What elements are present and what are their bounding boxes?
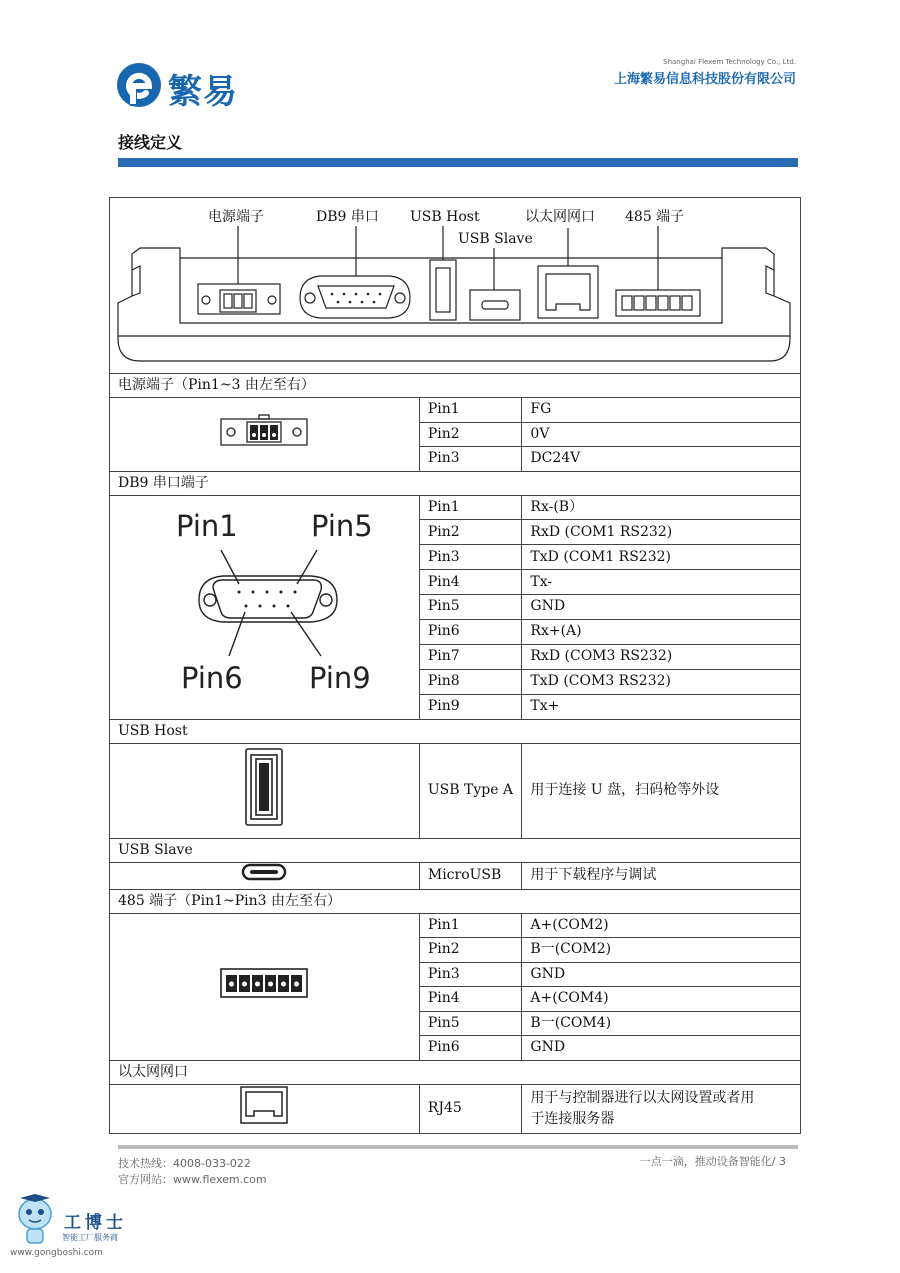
pin-desc: TxD (COM3 RS232) <box>522 669 801 694</box>
port-overview-diagram <box>110 198 801 374</box>
pin-desc: Tx+ <box>522 694 801 719</box>
pin-label: Pin1 <box>419 913 522 938</box>
table-row <box>110 862 801 889</box>
pin-label: Pin6 <box>419 619 522 644</box>
pin-label: Pin1 <box>419 398 522 423</box>
pin-label: Pin3 <box>419 545 522 570</box>
usb-slave-image <box>110 862 420 889</box>
db9-connector-image <box>110 495 420 719</box>
pin-desc: GND <box>522 595 801 620</box>
pin-desc: Rx+(A) <box>522 619 801 644</box>
power-connector-image <box>110 398 420 472</box>
label-usb-host: USB Host <box>410 209 480 225</box>
table-row <box>110 1084 801 1133</box>
pin-label: Pin1 <box>419 495 522 520</box>
pin-label: Pin2 <box>419 422 522 447</box>
usb-host-desc: 用于连接 U 盘，扫码枪等外设 <box>522 743 801 838</box>
device-bottom-view-icon <box>110 198 802 373</box>
power-section-title: 电源端子（Pin1~3 由左至右） <box>110 374 801 398</box>
rj45-icon <box>239 1085 289 1125</box>
pin-desc: B一(COM2) <box>522 938 801 963</box>
usb-host-type: USB Type A <box>419 743 522 838</box>
rs485-section-title: 485 端子（Pin1~Pin3 由左至右） <box>110 889 801 913</box>
pin-label: Pin7 <box>419 644 522 669</box>
company-english-name: Shanghai Flexem Technology Co., Ltd. <box>663 58 796 66</box>
header-divider <box>118 158 798 167</box>
table-row <box>110 913 801 938</box>
pin-desc: GND <box>522 962 801 987</box>
page-slogan: 一点一滴，推动设备智能化/ 3 <box>639 1155 786 1168</box>
pin-desc: DC24V <box>522 447 801 472</box>
pin-label: Pin3 <box>419 962 522 987</box>
flexem-logo-icon <box>116 62 164 108</box>
callout-pin9: Pin9 <box>308 660 371 695</box>
pin-label: Pin9 <box>419 694 522 719</box>
pin-desc: FG <box>522 398 801 423</box>
pin-label: Pin4 <box>419 570 522 595</box>
usb-host-image <box>110 743 420 838</box>
table-row <box>110 398 801 423</box>
pin-label: Pin5 <box>419 595 522 620</box>
tech-hotline: 技术热线：4008-033-022 <box>118 1157 251 1170</box>
ethernet-desc-line1: 用于与控制器进行以太网设置或者用 <box>530 1089 755 1106</box>
usb-host-section-title: USB Host <box>110 719 801 743</box>
label-usb-slave: USB Slave <box>458 231 533 247</box>
db9-pinout-icon <box>121 496 408 711</box>
pin-desc: A+(COM2) <box>522 913 801 938</box>
pin-desc: TxD (COM1 RS232) <box>522 545 801 570</box>
mascot-icon <box>10 1192 60 1248</box>
ethernet-section-title: 以太网网口 <box>110 1060 801 1084</box>
ethernet-desc <box>522 1084 801 1133</box>
pin-label: Pin8 <box>419 669 522 694</box>
pin-desc: A+(COM4) <box>522 987 801 1012</box>
pin-desc: 0V <box>522 422 801 447</box>
table-row <box>110 743 801 838</box>
rs485-terminal-icon <box>219 967 309 999</box>
section-title: 接线定义 <box>118 133 183 152</box>
watermark-tagline: 智能工厂服务商 <box>62 1233 118 1242</box>
pin-desc: B一(COM4) <box>522 1011 801 1036</box>
pin-desc: Rx-(B） <box>522 495 801 520</box>
callout-pin5: Pin5 <box>310 508 373 543</box>
pin-desc: RxD (COM1 RS232) <box>522 520 801 545</box>
pin-label: Pin2 <box>419 938 522 963</box>
official-website: 官方网站：www.flexem.com <box>118 1173 267 1186</box>
brand-name: 繁易 <box>168 72 238 112</box>
footer-divider <box>118 1145 798 1149</box>
pin-label: Pin5 <box>419 1011 522 1036</box>
watermark-name: 工博士 <box>64 1213 127 1233</box>
pin-label: Pin4 <box>419 987 522 1012</box>
power-terminal-icon <box>219 413 309 447</box>
pin-desc: Tx- <box>522 570 801 595</box>
table-row <box>110 495 801 520</box>
pin-desc: RxD (COM3 RS232) <box>522 644 801 669</box>
usb-slave-section-title: USB Slave <box>110 838 801 862</box>
pin-label: Pin6 <box>419 1036 522 1061</box>
label-power: 电源端子 <box>208 209 264 225</box>
ethernet-type: RJ45 <box>419 1084 522 1133</box>
rs485-connector-image <box>110 913 420 1060</box>
db9-section-title: DB9 串口端子 <box>110 471 801 495</box>
pin-label: Pin2 <box>419 520 522 545</box>
watermark-url: www.gongboshi.com <box>10 1248 103 1258</box>
usb-slave-type: MicroUSB <box>419 862 522 889</box>
pin-desc: GND <box>522 1036 801 1061</box>
pin-label: Pin3 <box>419 447 522 472</box>
label-db9: DB9 串口 <box>316 209 379 225</box>
usb-type-a-icon <box>242 747 286 827</box>
wiring-table <box>109 197 801 1134</box>
callout-pin1: Pin1 <box>175 508 238 543</box>
callout-pin6: Pin6 <box>180 660 243 695</box>
ethernet-desc-line2: 于连接服务器 <box>530 1110 615 1127</box>
usb-slave-desc: 用于下载程序与调试 <box>522 862 801 889</box>
label-485: 485 端子 <box>625 209 685 225</box>
micro-usb-icon <box>241 863 287 881</box>
company-chinese-name: 上海繁易信息科技股份有限公司 <box>613 72 796 87</box>
ethernet-image <box>110 1084 420 1133</box>
label-ethernet: 以太网网口 <box>525 209 595 225</box>
